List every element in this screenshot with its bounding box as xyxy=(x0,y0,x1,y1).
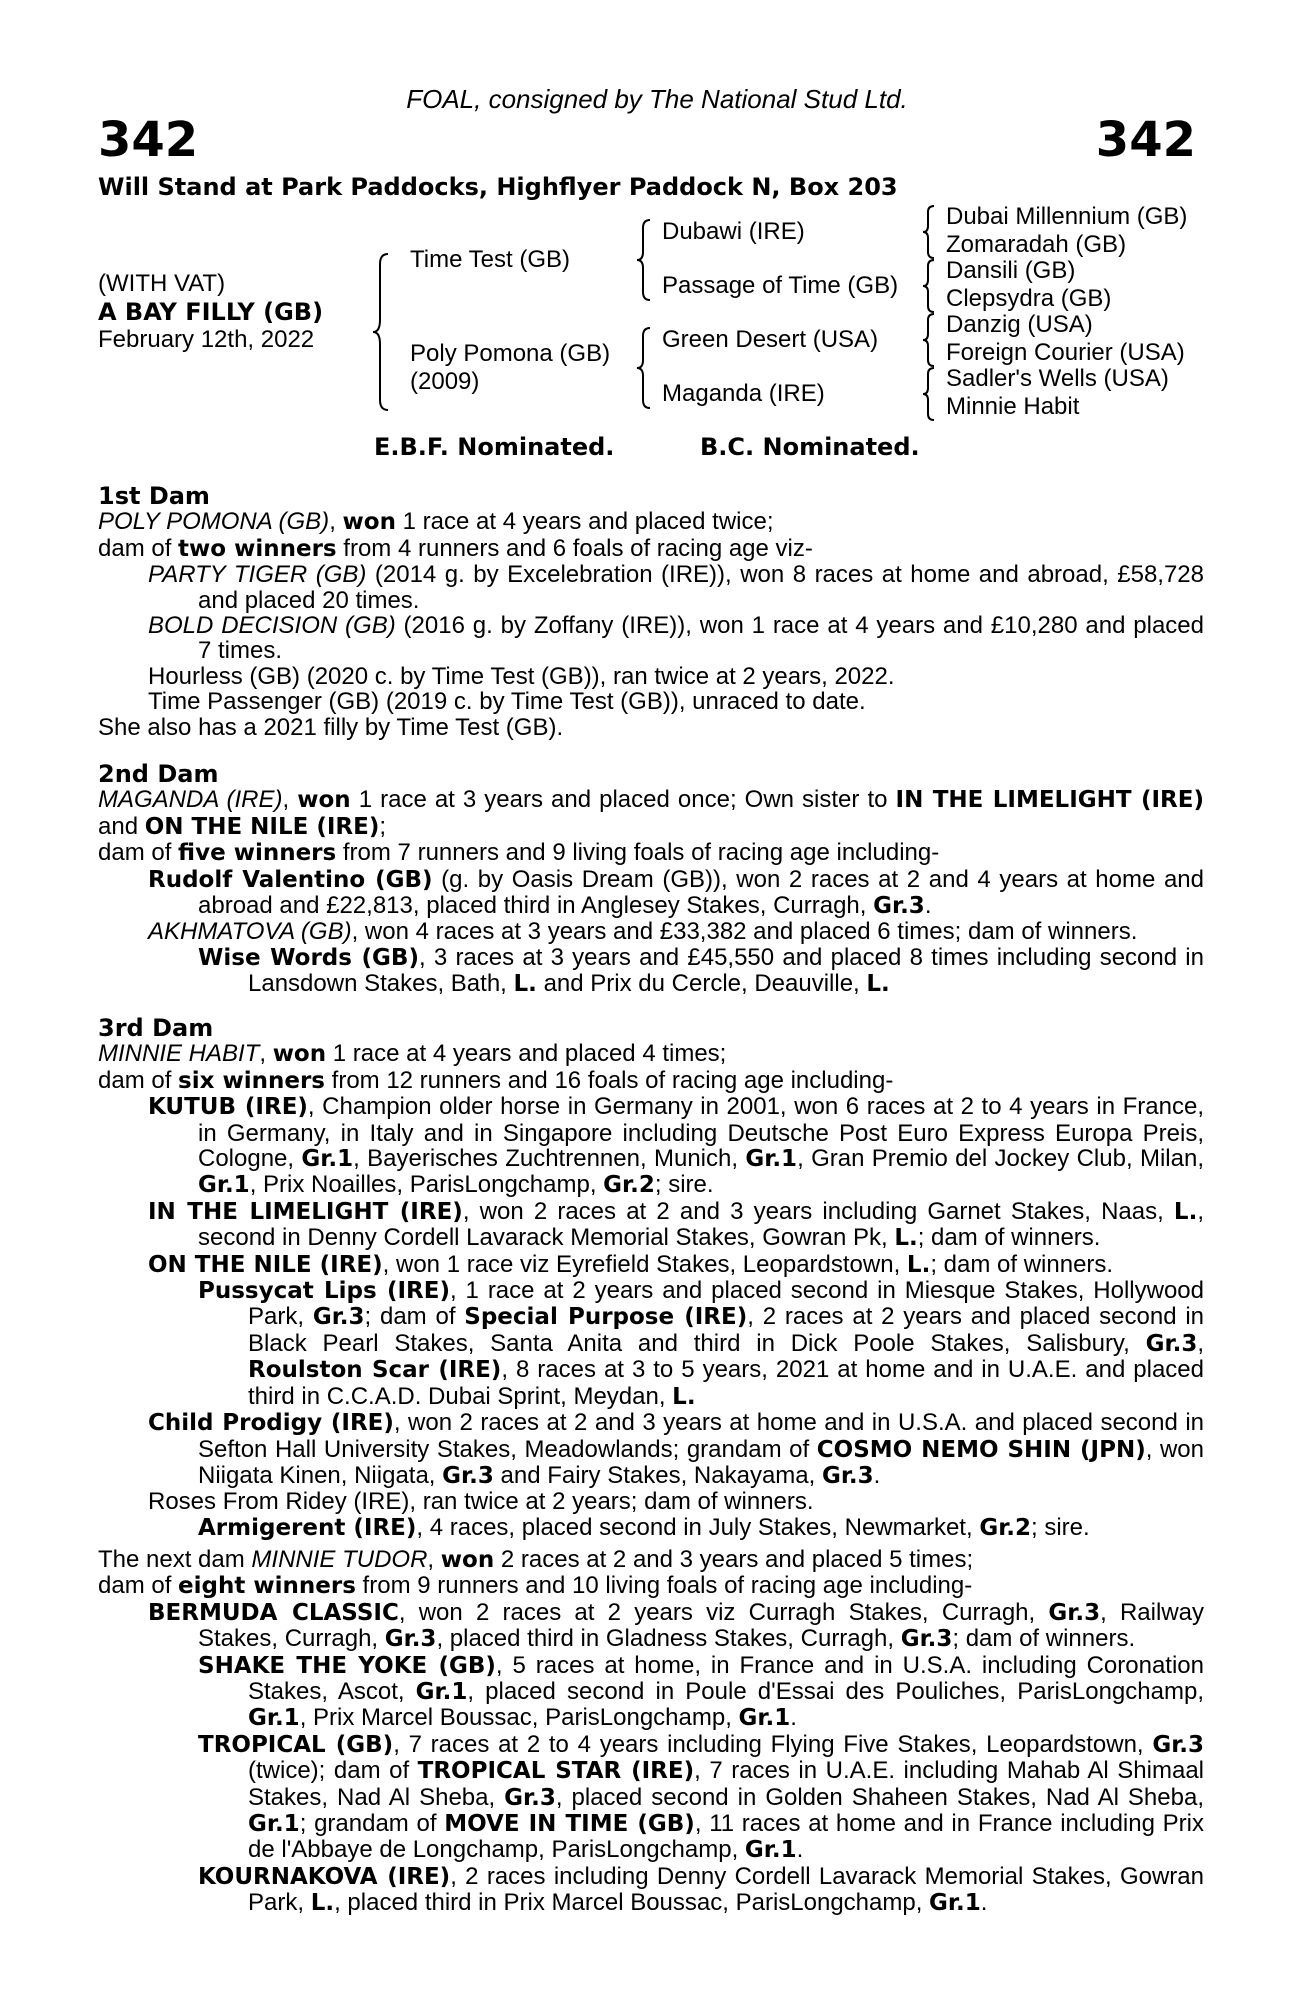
vat-note: (WITH VAT) xyxy=(98,270,226,297)
third-dam-foal-kutub: KUTUB (IRE), Champion older horse in Germany in 2001, won 6 races at 2 to 4 years in France, in Germany, in Italy and in Singapore including Deutsche Post Euro Express Europa Preis, Cologne, Gr.1, Bayerisches Zuchtrennen, Munich, Gr.1, Gran Premio del Jockey Club, Milan, Gr.1, Prix Noailles, ParisLongchamp, Gr.2; sire. xyxy=(148,1093,1204,1199)
pedigree-bracket-sire xyxy=(634,218,654,302)
pedigree-sire: Time Test (GB) xyxy=(410,246,571,273)
second-dam-foal-1: Rudolf Valentino (GB) (g. by Oasis Dream (GB)), won 2 races at 2 and 4 years at home and abroad and £22,813, placed third in Anglesey Stakes, Curragh, Gr.3. xyxy=(148,865,1204,920)
second-dam-section xyxy=(98,762,1204,998)
next-dam-grandfoal-shake-the-yoke: SHAKE THE YOKE (GB), 5 races at home, in France and in U.S.A. including Coronation Stakes, Ascot, Gr.1, placed second in Poule d'Essai des Pouliches, ParisLongchamp, Gr.1, Prix Marcel Boussac, ParisLongchamp, Gr.1. xyxy=(198,1651,1204,1732)
second-dam-heading: 2nd Dam xyxy=(98,760,219,788)
third-dam-foal-on-the-nile: ON THE NILE (IRE), won 1 race viz Eyrefield Stakes, Leopardstown, L.; dam of winners. xyxy=(148,1250,1114,1278)
second-dam-grandfoal-1: Wise Words (GB), 3 races at 3 years and £45,550 and placed 8 times including second in Lansdown Stakes, Bath, L. and Prix du Cercle, Deauville, L. xyxy=(198,943,1204,998)
pedigree-sire-sire: Dubawi (IRE) xyxy=(662,218,805,245)
third-dam-heading: 3rd Dam xyxy=(98,1014,214,1042)
bc-nomination: B.C. Nominated. xyxy=(700,433,920,461)
pedigree-bracket-ds xyxy=(920,312,938,368)
pedigree-dam-dam: Maganda (IRE) xyxy=(662,380,825,407)
next-dam-record: The next dam MINNIE TUDOR, won 2 races at 2 and 3 years and placed 5 times; xyxy=(98,1546,974,1573)
third-dam-produce-summary: dam of six winners from 12 runners and 16 foals of racing age including- xyxy=(98,1066,894,1094)
pedigree-ddd: Minnie Habit xyxy=(946,393,1080,420)
stand-location: Will Stand at Park Paddocks, Highflyer Paddock N, Box 203 xyxy=(98,173,898,201)
pedigree-bracket-main xyxy=(370,252,392,412)
next-dam-grandfoal-kournakova: KOURNAKOVA (IRE), 2 races including Denny Cordell Lavarack Memorial Stakes, Gowran Park, L., placed third in Prix Marcel Boussac, ParisLongchamp, Gr.1. xyxy=(198,1862,1204,1917)
third-dam-foal-child-prodigy: Child Prodigy (IRE), won 2 races at 2 and 3 years at home and in U.S.A. and placed second in Sefton Hall University Stakes, Meadowlands; grandam of COSMO NEMO SHIN (JPN), won Niigata Kinen, Niigata, Gr.3 and Fairy Stakes, Nakayama, Gr.3. xyxy=(148,1409,1204,1489)
first-dam-record: POLY POMONA (GB), won 1 race at 4 years and placed twice; xyxy=(98,508,774,536)
pedigree-ssd: Zomaradah (GB) xyxy=(946,231,1127,258)
third-dam-record: MINNIE HABIT, won 1 race at 4 years and placed 4 times; xyxy=(98,1040,727,1068)
second-dam-record: MAGANDA (IRE), won 1 race at 3 years and placed once; Own sister to IN THE LIMELIGHT (IRE) and ON THE NILE (IRE); xyxy=(98,786,1204,840)
pedigree-dsd: Foreign Courier (USA) xyxy=(946,339,1185,366)
pedigree-sire-dam: Passage of Time (GB) xyxy=(662,272,899,299)
pedigree-bracket-dam xyxy=(634,326,654,410)
next-dam-section xyxy=(98,1547,1204,1917)
pedigree-sss: Dubai Millennium (GB) xyxy=(946,203,1188,230)
third-dam-grandfoal-armigerent: Armigerent (IRE), 4 races, placed second in July Stakes, Newmarket, Gr.2; sire. xyxy=(198,1513,1090,1541)
consignor-line: FOAL, consigned by The National Stud Ltd. xyxy=(406,84,908,114)
pedigree-dam-year: (2009) xyxy=(410,368,480,395)
third-dam-foal-in-the-limelight: IN THE LIMELIGHT (IRE), won 2 races at 2 and 3 years including Garnet Stakes, Naas, L., second in Denny Cordell Lavarack Memorial Stakes, Gowran Pk, L.; dam of winners. xyxy=(148,1197,1204,1252)
lot-number-right: 342 xyxy=(1095,112,1196,168)
third-dam-grandfoal-pussycat-lips: Pussycat Lips (IRE), 1 race at 2 years and placed second in Miesque Stakes, Hollywood Park, Gr.3; dam of Special Purpose (IRE), 2 races at 2 years and placed second in Black Pearl Stakes, Santa Anita and third in Dick Poole Stakes, Salisbury, Gr.3, Roulston Scar (IRE), 8 races at 3 to 5 years, 2021 at home and in U.A.E. and placed third in C.C.A.D. Dubai Sprint, Meydan, L. xyxy=(198,1277,1205,1410)
pedigree-bracket-ss xyxy=(920,204,938,260)
horse-dob: February 12th, 2022 xyxy=(98,326,315,353)
pedigree-dss: Danzig (USA) xyxy=(946,311,1093,338)
pedigree-dds: Sadler's Wells (USA) xyxy=(946,365,1169,392)
pedigree-sds: Dansili (GB) xyxy=(946,257,1076,284)
ebf-nomination: E.B.F. Nominated. xyxy=(374,433,615,461)
third-dam-section xyxy=(98,1016,1204,1541)
first-dam-foal-4: Time Passenger (GB) (2019 c. by Time Test (GB)), unraced to date. xyxy=(148,688,866,716)
pedigree-dam: Poly Pomona (GB) xyxy=(410,340,611,367)
second-dam-foal-2: AKHMATOVA (GB), won 4 races at 3 years and £33,382 and placed 6 times; dam of winners. xyxy=(148,918,1138,946)
first-dam-foal-2: BOLD DECISION (GB) (2016 g. by Zoffany (IRE)), won 1 race at 4 years and £10,280 and placed 7 times. xyxy=(148,612,1204,665)
next-dam-grandfoal-tropical: TROPICAL (GB), 7 races at 2 to 4 years including Flying Five Stakes, Leopardstown, Gr.3 (twice); dam of TROPICAL STAR (IRE), 7 races in U.A.E. including Mahab Al Shimaal Stakes, Nad Al Sheba, Gr.3, placed second in Golden Shaheen Stakes, Nad Al Sheba, Gr.1; grandam of MOVE IN TIME (GB), 11 races at home and in France including Prix de l'Abbaye de Longchamp, ParisLongchamp, Gr.1. xyxy=(198,1730,1204,1864)
first-dam-section xyxy=(98,484,1204,740)
third-dam-foal-roses-from-ridey: Roses From Ridey (IRE), ran twice at 2 years; dam of winners. xyxy=(148,1488,814,1516)
next-dam-foal-bermuda-classic: BERMUDA CLASSIC, won 2 races at 2 years viz Curragh Stakes, Curragh, Gr.3, Railway Stakes, Curragh, Gr.3, placed third in Gladness Stakes, Curragh, Gr.3; dam of winners. xyxy=(148,1598,1204,1653)
pedigree-bracket-dd xyxy=(920,366,938,422)
first-dam-foal-1: PARTY TIGER (GB) (2014 g. by Excelebration (IRE)), won 8 races at home and abroad, £58,728 and placed 20 times. xyxy=(148,561,1205,614)
horse-name: A BAY FILLY (GB) xyxy=(98,298,324,326)
first-dam-foal-5: She also has a 2021 filly by Time Test (GB). xyxy=(98,713,564,741)
pedigree-sdd: Clepsydra (GB) xyxy=(946,285,1112,312)
second-dam-produce-summary: dam of five winners from 7 runners and 9 living foals of racing age including- xyxy=(98,839,940,867)
lot-number-left: 342 xyxy=(98,112,199,168)
first-dam-produce-summary: dam of two winners from 4 runners and 6 foals of racing age viz- xyxy=(98,534,813,562)
next-dam-produce-summary: dam of eight winners from 9 runners and 10 living foals of racing age including- xyxy=(98,1572,973,1600)
first-dam-heading: 1st Dam xyxy=(98,482,210,510)
pedigree-dam-sire: Green Desert (USA) xyxy=(662,326,879,353)
first-dam-foal-3: Hourless (GB) (2020 c. by Time Test (GB)), ran twice at 2 years, 2022. xyxy=(148,662,895,690)
pedigree-bracket-sd xyxy=(920,258,938,314)
